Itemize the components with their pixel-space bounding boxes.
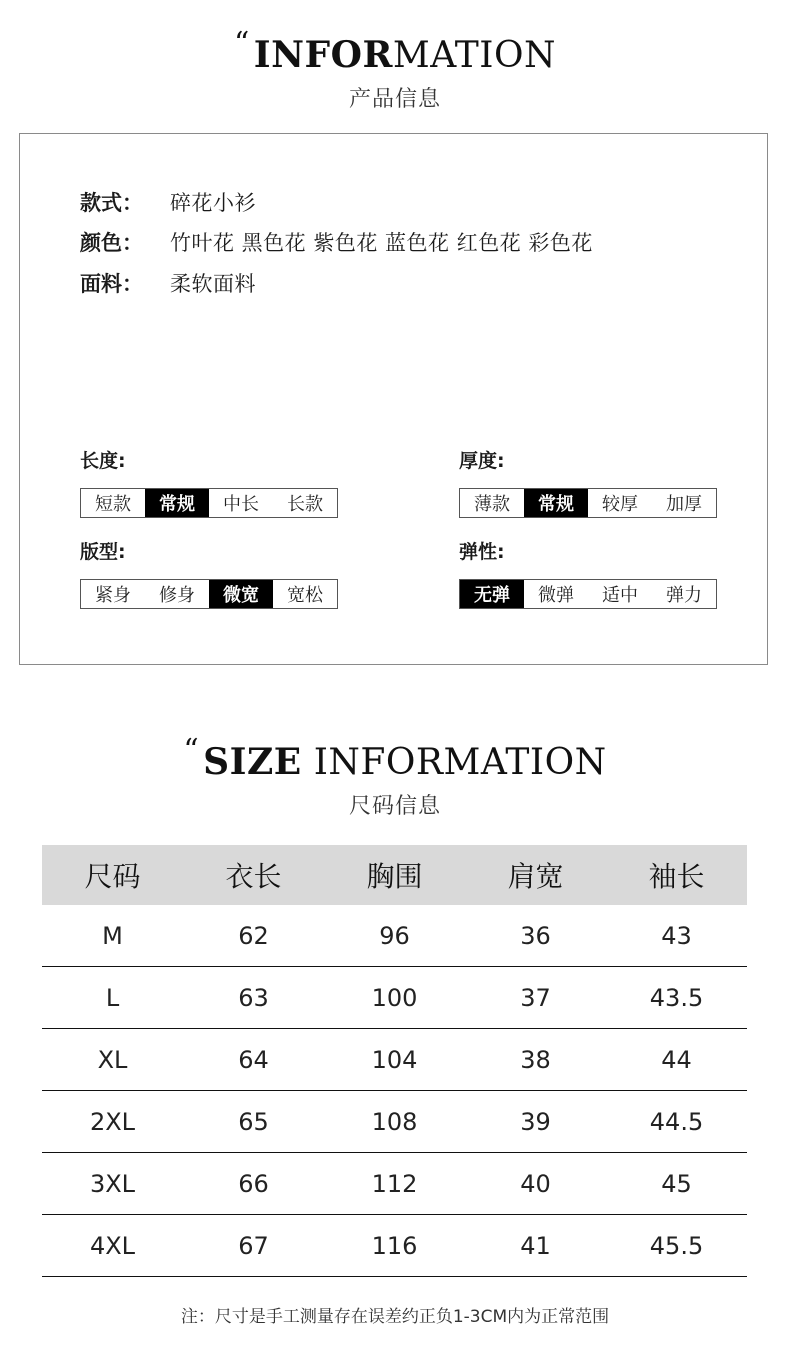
table-cell: 2XL [42, 1091, 183, 1153]
selector-label: 版型: [80, 541, 126, 563]
product-info-box [19, 133, 768, 665]
selector-bar [80, 488, 338, 518]
selector-option[interactable]: 短款 [95, 494, 131, 515]
table-cell: 37 [465, 967, 606, 1029]
column-header: 尺码 [42, 845, 183, 905]
table-cell: M [42, 905, 183, 967]
selector-option[interactable]: 修身 [159, 585, 195, 606]
selector-option[interactable]: 弹力 [666, 585, 702, 606]
selector-label: 长度: [80, 450, 126, 472]
table-cell: 41 [465, 1215, 606, 1277]
table-cell: 43 [606, 905, 747, 967]
selector-option[interactable]: 适中 [602, 585, 638, 606]
table-cell: 66 [183, 1153, 324, 1215]
size-table [42, 845, 747, 1277]
property-fabric [80, 268, 256, 298]
property-key: 款式： [80, 191, 143, 215]
table-cell: 45.5 [606, 1215, 747, 1277]
selector-option[interactable]: 微宽 [209, 580, 273, 608]
property-key: 面料： [80, 272, 143, 296]
size-heading-light: INFORMATION [313, 742, 607, 783]
table-cell: 36 [465, 905, 606, 967]
selector-option[interactable]: 微弹 [538, 585, 574, 606]
table-cell: 112 [324, 1153, 465, 1215]
table-cell: 44 [606, 1029, 747, 1091]
selector-thickness [459, 446, 717, 518]
table-header-row [42, 845, 747, 905]
table-row [42, 1153, 747, 1215]
info-heading [0, 26, 790, 113]
info-heading-cn: 产品信息 [348, 87, 441, 112]
table-row [42, 905, 747, 967]
info-heading-bold: INFOR [253, 34, 393, 76]
table-cell: 64 [183, 1029, 324, 1091]
info-heading-en [0, 26, 790, 76]
column-header: 肩宽 [465, 845, 606, 905]
table-cell: 62 [183, 905, 324, 967]
table-row [42, 1091, 747, 1153]
selector-option[interactable]: 长款 [287, 494, 323, 515]
size-heading-en [0, 733, 790, 783]
selector-option[interactable]: 较厚 [602, 494, 638, 515]
selector-option[interactable]: 加厚 [666, 494, 702, 515]
selector-bar [459, 579, 717, 609]
selector-option[interactable]: 宽松 [287, 585, 323, 606]
selector-fit [80, 537, 338, 609]
table-cell: L [42, 967, 183, 1029]
size-heading [0, 733, 790, 820]
selector-label: 弹性: [459, 541, 505, 563]
selector-option[interactable]: 紧身 [95, 585, 131, 606]
selector-label: 厚度: [459, 450, 505, 472]
selector-option[interactable]: 常规 [145, 489, 209, 517]
table-cell: 39 [465, 1091, 606, 1153]
table-cell: 4XL [42, 1215, 183, 1277]
size-heading-cn: 尺码信息 [348, 794, 441, 819]
property-key: 颜色： [80, 231, 143, 255]
selector-elasticity [459, 537, 717, 609]
table-cell: 63 [183, 967, 324, 1029]
table-cell: 96 [324, 905, 465, 967]
table-cell: XL [42, 1029, 183, 1091]
table-cell: 67 [183, 1215, 324, 1277]
measurement-note: 注：尺寸是手工测量存在误差约正负1-3CM内为正常范围 [180, 1307, 610, 1327]
table-cell: 3XL [42, 1153, 183, 1215]
table-body [42, 905, 747, 1277]
selector-bar [80, 579, 338, 609]
selector-option[interactable]: 中长 [223, 494, 259, 515]
property-style [80, 187, 256, 217]
table-cell: 38 [465, 1029, 606, 1091]
property-color [80, 227, 593, 257]
table-cell: 44.5 [606, 1091, 747, 1153]
size-heading-bold: SIZE [203, 741, 302, 783]
column-header: 胸围 [324, 845, 465, 905]
info-heading-light: MATION [392, 35, 557, 76]
table-cell: 116 [324, 1215, 465, 1277]
selector-length [80, 446, 338, 518]
selector-option[interactable]: 薄款 [474, 494, 510, 515]
quote-mark: “ [233, 26, 250, 61]
column-header: 衣长 [183, 845, 324, 905]
selector-option[interactable]: 无弹 [460, 580, 524, 608]
property-value: 碎花小衫 [170, 191, 256, 215]
table-cell: 65 [183, 1091, 324, 1153]
table-cell: 104 [324, 1029, 465, 1091]
quote-mark: “ [183, 733, 200, 768]
selector-option[interactable]: 常规 [524, 489, 588, 517]
table-cell: 45 [606, 1153, 747, 1215]
table-cell: 108 [324, 1091, 465, 1153]
table-cell: 43.5 [606, 967, 747, 1029]
property-value: 竹叶花 黑色花 紫色花 蓝色花 红色花 彩色花 [170, 231, 593, 255]
table-row [42, 967, 747, 1029]
table-cell: 100 [324, 967, 465, 1029]
table-row [42, 1029, 747, 1091]
column-header: 袖长 [606, 845, 747, 905]
table-cell: 40 [465, 1153, 606, 1215]
table-row [42, 1215, 747, 1277]
selector-bar [459, 488, 717, 518]
property-value: 柔软面料 [170, 272, 256, 296]
